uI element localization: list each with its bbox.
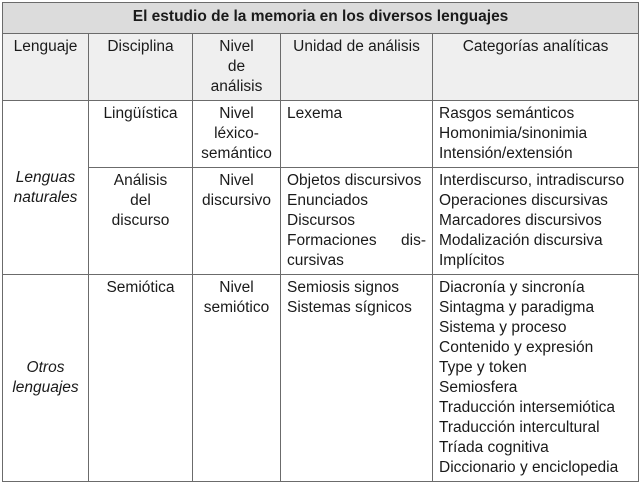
nivel-line: Nivel — [219, 279, 254, 296]
lenguaje-line: naturales — [13, 188, 78, 206]
disciplina-cell: Lingüística — [89, 101, 193, 168]
categoria-line: Rasgos semánticos — [439, 105, 575, 122]
categoria-line: Implícitos — [439, 252, 505, 269]
categoria-line: Homonimia/sinonimia — [439, 125, 588, 142]
lenguaje-line: Lenguas — [15, 168, 76, 186]
lenguaje-cell — [3, 101, 89, 275]
nivel-line: discursivo — [202, 192, 271, 209]
disciplina-cell — [89, 168, 193, 275]
categoria-line: Semiosfera — [439, 379, 518, 396]
unidad-line: Semiosis signos — [287, 279, 399, 296]
header-unidad: Unidad de análisis — [281, 34, 433, 101]
categoria-line: Traducción intersemiótica — [439, 399, 616, 416]
categoria-line: Type y token — [439, 359, 527, 376]
disciplina-line: Análisis — [113, 172, 168, 189]
lenguaje-cell — [3, 275, 89, 482]
disciplina-line: discurso — [111, 212, 170, 229]
header-nivel-line: de — [227, 58, 246, 75]
header-nivel-line: análisis — [210, 78, 263, 95]
memory-study-table — [2, 2, 639, 482]
nivel-line: Nivel — [219, 105, 254, 122]
categoria-line: Tríada cognitiva — [439, 439, 549, 456]
categoria-line: Operaciones discursivas — [439, 192, 608, 209]
categoria-line: Sintagma y paradigma — [439, 299, 595, 316]
disciplina-cell: Semiótica — [89, 275, 193, 482]
lenguaje-line: Otros — [26, 359, 65, 376]
unidad-cell — [281, 275, 433, 482]
header-lenguaje: Lenguaje — [3, 34, 89, 101]
unidad-line: cursivas — [287, 252, 344, 269]
table-row — [3, 275, 639, 482]
unidad-cell — [281, 168, 433, 275]
unidad-line: Discursos — [287, 212, 356, 229]
categoria-line: Modalización discursiva — [439, 232, 603, 249]
nivel-line: semántico — [201, 145, 272, 162]
categoria-line: Diccionario y enciclopedia — [439, 459, 619, 476]
categoria-line: Sistema y proceso — [439, 319, 567, 336]
categoria-line: Traducción intercultural — [439, 419, 600, 436]
header-categorias: Categorías analíticas — [433, 34, 639, 101]
table-row — [3, 168, 639, 275]
nivel-cell — [193, 168, 281, 275]
header-disciplina: Disciplina — [89, 34, 193, 101]
nivel-cell — [193, 101, 281, 168]
categoria-line: Marcadores discursivos — [439, 212, 602, 229]
categorias-cell — [433, 101, 639, 168]
nivel-line: semiótico — [203, 299, 270, 316]
categoria-line: Intensión/extensión — [439, 145, 573, 162]
categoria-line: Contenido y expresión — [439, 339, 594, 356]
categoria-line: Interdiscurso, intradiscurso — [439, 172, 625, 189]
unidad-cell — [281, 101, 433, 168]
categoria-line: Diacronía y sincronía — [439, 279, 585, 296]
nivel-line: léxico- — [214, 125, 259, 142]
nivel-line: Nivel — [219, 172, 254, 189]
unidad-line: Formaciones dis- — [287, 232, 426, 249]
header-nivel-line: Nivel — [219, 38, 254, 55]
nivel-cell — [193, 275, 281, 482]
table-title: El estudio de la memoria en los diversos lenguajes — [3, 3, 639, 34]
categorias-cell — [433, 275, 639, 482]
disciplina-line: del — [130, 192, 151, 209]
unidad-line: Enunciados — [287, 192, 369, 209]
lenguaje-line: lenguajes — [12, 379, 79, 396]
unidad-line: Lexema — [287, 105, 343, 122]
categorias-cell — [433, 168, 639, 275]
unidad-line: Sistemas sígnicos — [287, 299, 412, 316]
unidad-line: Objetos discursivos — [287, 172, 422, 189]
header-nivel — [193, 34, 281, 101]
table-row — [3, 101, 639, 168]
